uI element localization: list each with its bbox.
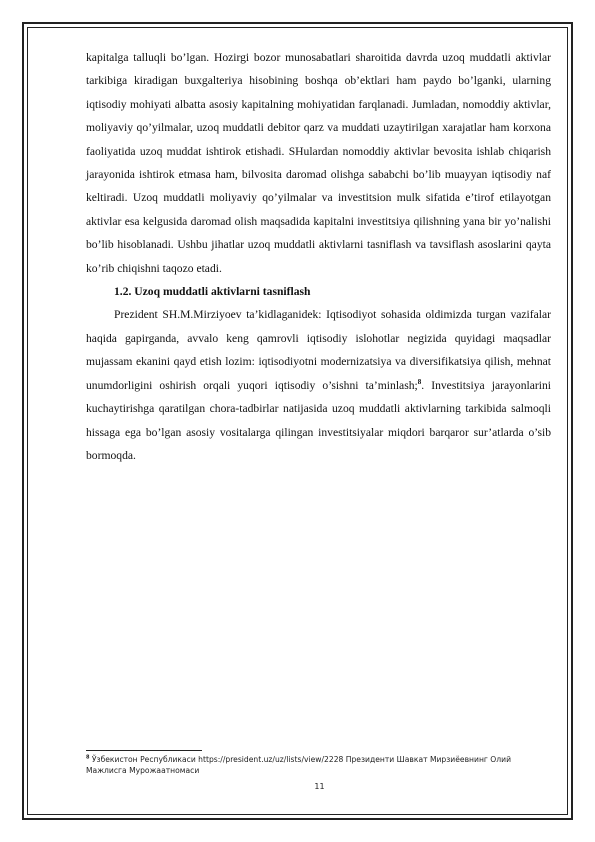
section-heading: 1.2. Uzoq muddatli aktivlarni tasniflash xyxy=(114,285,311,299)
footnote-divider xyxy=(86,750,202,751)
paragraph-intro: kapitalga talluqli bo’lgan. Hozirgi bozor munosabatlari sharoitida davrda uzoq muddatli aktivlar tarkibiga kiradigan buxgalteriya hisobining boshqa ob’ektlari ham paydo bo’lganki, ularning iqtisodiy mohiyati albatta asosiy kapitalning mohiyatidan farqlanadi. Jumladan, nomoddiy aktivlar, moliyaviy qo’yilmalar, uzoq muddatli debitor qarz va muddati uzaytirilgan xarajatlar ham korxona faoliyatida uzoq muddat ishtirok etishadi. SHulardan nomoddiy aktivlar bevosita ishlab chiqarish jarayonida ishtirok etmasa ham, bilvosita daromad olishga sababchi bo’lib muayyan iqtisodiy naf keltiradi. Uzoq muddatli moliyaviy qo’yilmalar va investitsion mulk sifatida e’tirof etilayotgan aktivlar esa kelgusida daromad olish maqsadida kapitalni investitsiya qilishning yana bir yo’nalishi bo’lib hisoblanadi. Ushbu jihatlar uzoq muddatli aktivlarni tasniflash va tavsiflash asoslarini qayta ko’rib chiqishni taqozo etadi. xyxy=(86,51,551,275)
footnote-text: Ўзбекистон Республикаси https://president.uz/uz/lists/view/2228 Президенти Шавкат Мирзиёевнинг Олий Мажлисга Мурожаатномаси xyxy=(86,755,512,775)
footnote-marker: 8 xyxy=(86,754,90,761)
footnote xyxy=(86,754,551,776)
paragraph-president xyxy=(86,303,551,467)
paragraph-president-text: Prezident SH.M.Mirziyoev ta’kidlaganidek: Iqtisodiyot sohasida oldimizda turgan vazifalar haqida gapirganda, avvalo keng qamrovli iqtisodiy islohotlar negizida quyidagi maqsadlar mujassam ekanini qayd etish lozim: iqtisodiyotni modernizatsiya va diversifikatsiya qilish, mehnat unumdorligini oshirish orqali yuqori iqtisodiy o’sishni ta’minlash; xyxy=(86,308,551,392)
page-body xyxy=(86,46,551,467)
footnote-reference[interactable]: 8 xyxy=(417,377,422,386)
page-number: 11 xyxy=(314,782,325,791)
paragraph-president-continuation: . Investitsiya jarayonlarini kuchaytirishga qaratilgan chora-tadbirlar natijasida uzoq muddatli aktivlarning tarkibida salmoqli hissaga ega bo’lgan asosiy vositalarga qilingan investitsiyalar miqdori barqaror sur’atlarda o’sib bormoqda. xyxy=(86,378,551,462)
